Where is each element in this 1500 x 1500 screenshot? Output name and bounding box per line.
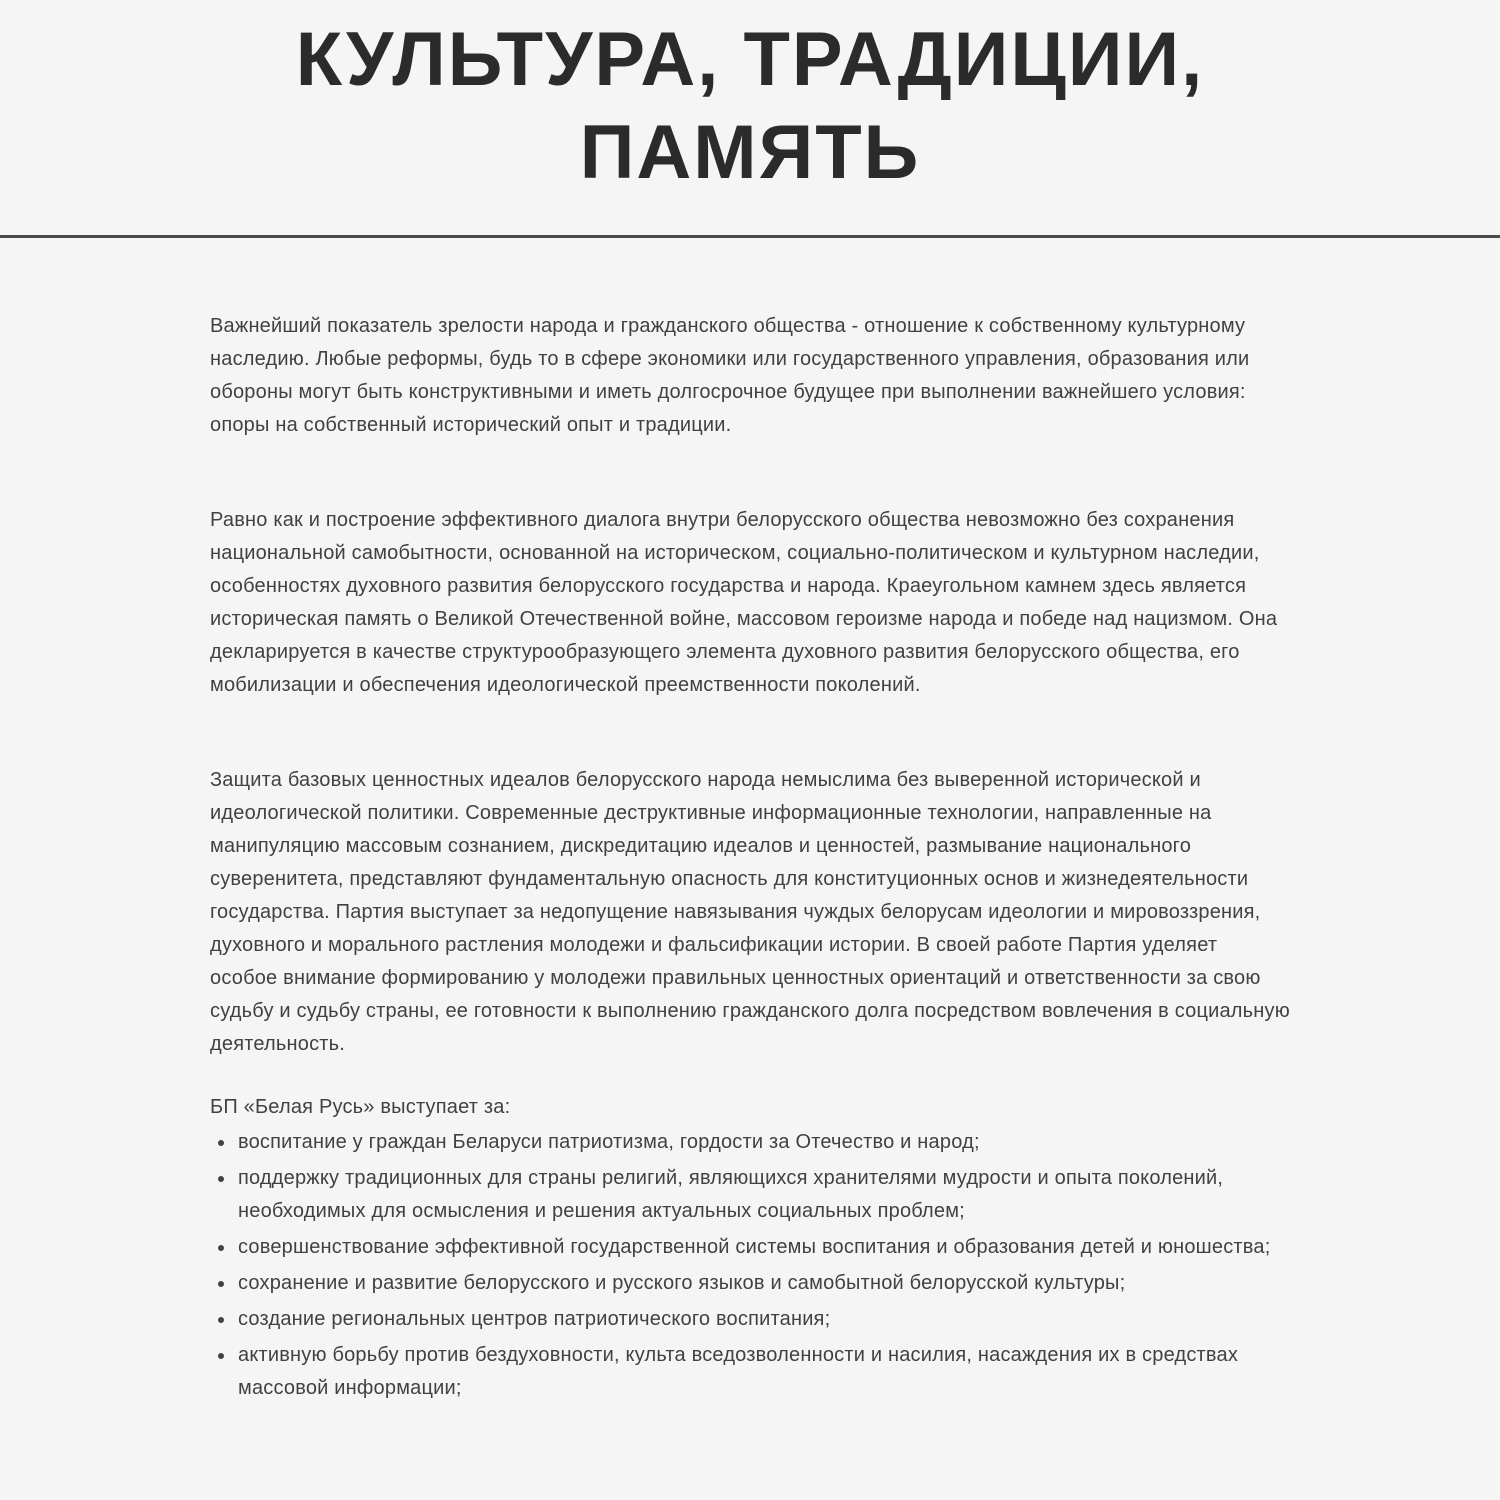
paragraph-culture-heritage: Важнейший показатель зрелости народа и гражданского общества - отношение к собственному культурному наследию. Любые реформы, будь то в сфере экономики или государственного управления, образования или обороны могут быть конструктивными и иметь долгосрочное будущее при выполнении важнейшего условия: опоры на собственный исторический опыт и традиции.: [210, 315, 1250, 437]
list-item-patriotism: • воспитание у граждан Беларуси патриотизма, гордости за Отечество и народ;: [236, 1126, 1290, 1159]
list-item-media-fight: • активную борьбу против бездуховности, культа вседозволенности и насилия, насаждения их в средствах массовой информации;: [236, 1339, 1290, 1405]
paragraph-values-protection: Защита базовых ценностных идеалов белорусского народа немыслима без выверенной исторической и идеологической политики. Современные деструктивные информационные технологии, направленные на манипуляцию массовым сознанием, дискредитацию идеалов и ценностей, размывание национального суверенитета, представляют фундаментальную опасность для конституционных основ и жизнедеятельности государства. Партия выступает за недопущение навязывания чуждых белорусам идеологии и мировоззрения, духовного и морального растления молодежи и фальсификации истории. В своей работе Партия уделяет особое внимание формированию у молодежи правильных ценностных ориентаций и ответственности за свою судьбу и судьбу страны, ее готовности к выполнению гражданского долга посредством вовлечения в социальную деятельность.: [210, 769, 1290, 1056]
list-item-languages-culture: • сохранение и развитие белорусского и русского языков и самобытной белорусской культуры;: [236, 1267, 1290, 1300]
bullet-list: [210, 1126, 1290, 1405]
list-item-patriotic-centers: • создание региональных центров патриотического воспитания;: [236, 1303, 1290, 1336]
list-item-education-system: • совершенствование эффективной государственной системы воспитания и образования детей и юношества;: [236, 1231, 1290, 1264]
list-item-religions: • поддержку традиционных для страны религий, являющихся хранителями мудрости и опыта поколений, необходимых для осмысления и решения актуальных социальных проблем;: [236, 1162, 1290, 1228]
page-title: КУЛЬТУРА, ТРАДИЦИИ, ПАМЯТЬ: [295, 17, 1205, 195]
content: [210, 238, 1290, 1405]
paragraph-national-identity: Равно как и построение эффективного диалога внутри белорусского общества невозможно без сохранения национальной самобытности, основанной на историческом, социально-политическом и культурном наследии, особенностях духовного развития белорусского государства и народа. Краеугольном камнем здесь является историческая память о Великой Отечественной войне, массовом героизме народа и победе над нацизмом. Она декларируется в качестве структурообразующего элемента духовного развития белорусского общества, его мобилизации и обеспечения идеологической преемственности поколений.: [210, 509, 1278, 697]
list-intro: БП «Белая Русь» выступает за:: [210, 1096, 511, 1119]
page-header: [0, 0, 1500, 235]
